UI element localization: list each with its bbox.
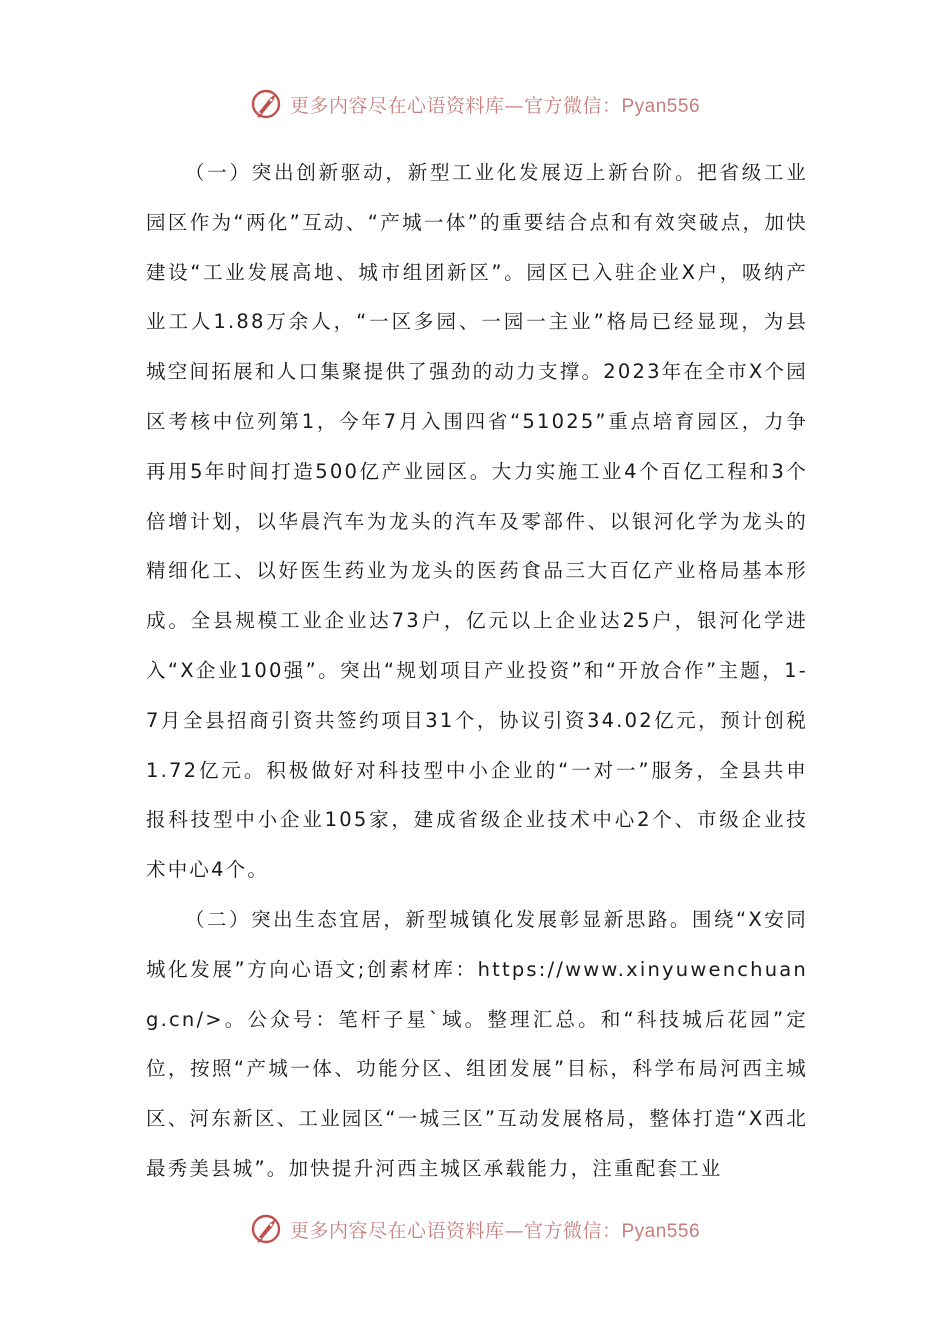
watermark-wechat-id: Pyan556 xyxy=(621,1220,701,1242)
watermark-brand: 更多内容尽在心语资料库—官方微信： xyxy=(289,1219,622,1242)
watermark-text xyxy=(290,91,700,118)
pen-nib-logo-icon xyxy=(250,87,284,121)
paragraph-urbanization: （二）突出生态宜居，新型城镇化发展彰显新思路。围绕“X安同城化发展”方向心语文;创素材库：https://www.xinyuwenchuang.cn/>。公众号：笔杆子星`域。整理汇总。和“科技城后花园”定位，按照“产城一体、功能分区、组团发展”目标，科学布局河西主城区、河东新区、工业园区“一城三区”互动发展格局，整体打造“X西北最秀美县城”。加快提升河西主城区承载能力，注重配套工业 xyxy=(146,907,808,1180)
document-body xyxy=(146,148,808,1194)
watermark-wechat-id: Pyan556 xyxy=(621,95,701,117)
watermark-brand: 更多内容尽在心语资料库—官方微信： xyxy=(289,94,622,117)
watermark-text xyxy=(290,1216,700,1243)
paragraph-industrialization: （一）突出创新驱动，新型工业化发展迈上新台阶。把省级工业园区作为“两化”互动、“产城一体”的重要结合点和有效突破点，加快建设“工业发展高地、城市组团新区”。园区已入驻企业X户，吸纳产业工人1.88万余人，“一区多园、一园一主业”格局已经显现，为县城空间拓展和人口集聚提供了强劲的动力支撑。2023年在全市X个园区考核中位列第1，今年7月入围四省“51025”重点培育园区，力争再用5年时间打造500亿产业园区。大力实施工业4个百亿工程和3个倍增计划，以华晨汽车为龙头的汽车及零部件、以银河化学为龙头的精细化工、以好医生药业为龙头的医药食品三大百亿产业格局基本形成。全县规模工业企业达73户，亿元以上企业达25户，银河化学进入“X企业100强”。突出“规划项目产业投资”和“开放合作”主题，1-7月全县招商引资共签约项目31个，协议引资34.02亿元，预计创税1.72亿元。积极做好对科技型中小企业的“一对一”服务，全县共申报科技型中小企业105家，建成省级企业技术中心2个、市级企业技术中心4个。 xyxy=(146,161,808,882)
pen-nib-logo-icon xyxy=(250,1212,284,1246)
header-watermark xyxy=(0,84,950,124)
footer-watermark xyxy=(0,1209,950,1249)
